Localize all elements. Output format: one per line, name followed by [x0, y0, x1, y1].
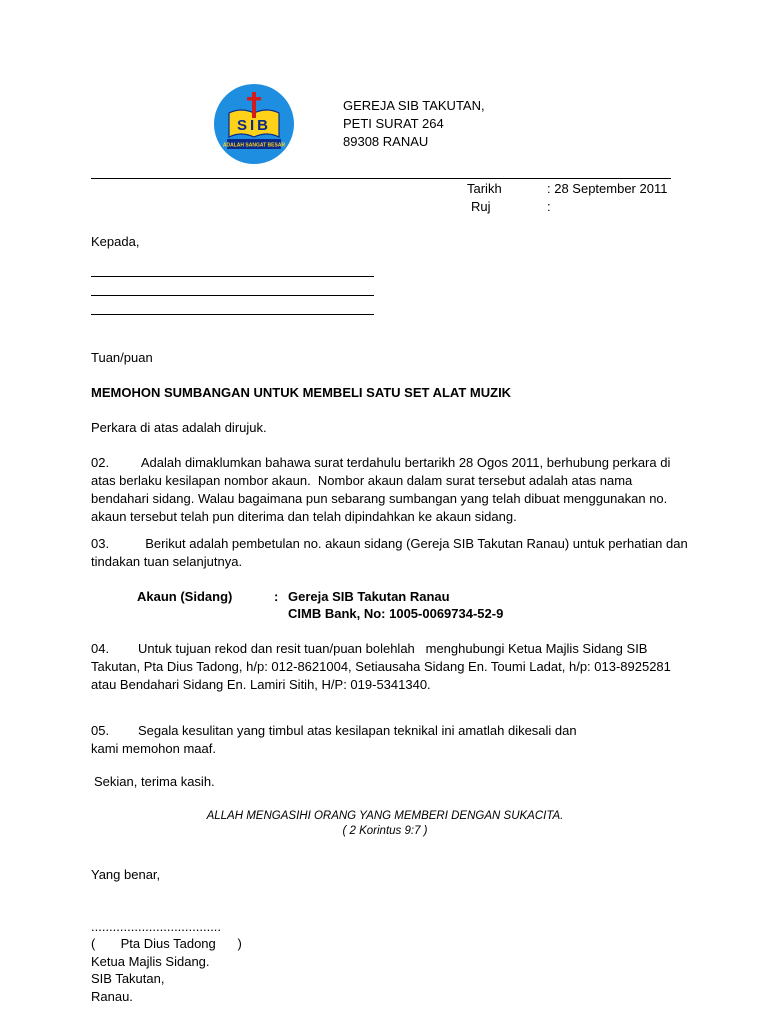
verse-text: ALLAH MENGASIHI ORANG YANG MEMBERI DENGAN SUKACITA. [206, 810, 564, 822]
account-label: Akaun (Sidang) [137, 589, 233, 604]
address-line-2: PETI SURAT 264 [343, 116, 444, 131]
church-address [343, 97, 485, 151]
paragraph-04 [91, 640, 679, 694]
para05-line-1: 05. Segala kesulitan yang timbul atas kesilapan teknikal ini amatlah dikesali dan [91, 723, 577, 738]
para02-line-1: 02. Adalah dimaklumkan bahawa surat terdahulu bertarikh 28 Ogos 2011, berhubung perkara di [91, 455, 671, 470]
church-logo [213, 83, 295, 165]
account-separator: : [274, 589, 279, 604]
ruj-value: : [547, 199, 551, 214]
address-line-1: GEREJA SIB TAKUTAN, [343, 98, 485, 113]
ruj-label: Ruj [471, 199, 491, 214]
paragraph-03 [91, 535, 688, 571]
recipient-line-1 [91, 276, 374, 277]
signatory-title: Ketua Majlis Sidang. [91, 954, 210, 969]
signatory-name: ( Pta Dius Tadong ) [91, 936, 242, 951]
recipient-line-3 [91, 314, 374, 315]
account-name: Gereja SIB Takutan Ranau [288, 589, 450, 604]
signatory-church: SIB Takutan, [91, 971, 165, 986]
para02-line-4: akaun tersebut telah pun diterima dan telah dipindahkan ke akaun sidang. [91, 509, 517, 524]
para02-line-2: atas berlaku kesilapan nombor akaun. Nombor akaun dalam surat tersebut adalah atas nama [91, 473, 633, 488]
signatory-place: Ranau. [91, 989, 133, 1004]
paragraph-05 [91, 722, 679, 758]
para02-line-3: bendahari sidang. Walau bagaimana pun sebarang sumbangan yang telah dibuat menggunakan no. [91, 491, 668, 506]
logo-ribbon-text: ADALAH SANGAT BESAR [222, 142, 286, 149]
header-divider [91, 178, 671, 179]
signature-dots: .................................... [91, 919, 222, 934]
closing-text: Sekian, terima kasih. [94, 774, 215, 789]
tarikh-value: : 28 September 2011 [547, 181, 668, 196]
paragraph-02 [91, 454, 679, 526]
salutation: Tuan/puan [91, 350, 153, 365]
kepada-label: Kepada, [91, 234, 140, 249]
para03-line-1: 03. Berikut adalah pembetulan no. akaun sidang (Gereja SIB Takutan Ranau) untuk perhatian dan [91, 536, 688, 551]
para05-line-2: kami memohon maaf. [91, 741, 216, 756]
para04-line-3: atau Bendahari Sidang En. Lamiri Sitih, H/P: 019-5341340. [91, 677, 431, 692]
para03-line-2: tindakan tuan selanjutnya. [91, 554, 243, 569]
logo-cross-horizontal [247, 97, 261, 101]
verse-reference: ( 2 Korintus 9:7 ) [342, 825, 428, 837]
subject-heading: MEMOHON SUMBANGAN UNTUK MEMBELI SATU SET ALAT MUZIK [91, 385, 512, 400]
account-bank: CIMB Bank, No: 1005-0069734-52-9 [288, 606, 504, 621]
address-line-3: 89308 RANAU [343, 134, 429, 149]
intro-text: Perkara di atas adalah dirujuk. [91, 420, 267, 435]
para04-line-2: Takutan, Pta Dius Tadong, h/p: 012-8621004, Setiausaha Sidang En. Toumi Ladat, h/p: 013-8925281 [91, 659, 671, 674]
recipient-line-2 [91, 295, 374, 296]
tarikh-label: Tarikh [467, 181, 502, 196]
yang-benar: Yang benar, [91, 867, 161, 882]
para04-line-1: 04. Untuk tujuan rekod dan resit tuan/puan bolehlah menghubungi Ketua Majlis Sidang SIB [91, 641, 648, 656]
logo-cross-vertical [252, 92, 256, 118]
logo-initials: SIB [236, 117, 272, 134]
